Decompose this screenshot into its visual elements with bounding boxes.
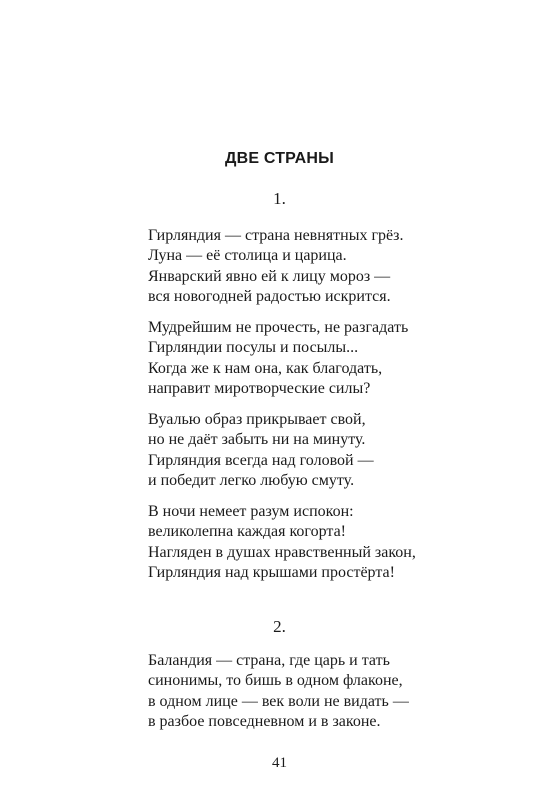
verse-line: Когда же к нам она, как благодать, xyxy=(148,359,383,377)
verse-line: Вуалью образ прикрывает свой, xyxy=(148,411,366,428)
verse-line: Мудрейшим не прочесть, не разгадать xyxy=(148,319,409,336)
verse-line: направит миротворческие силы? xyxy=(148,379,371,397)
part-number-2: 2. xyxy=(273,617,286,636)
part-number-1: 1. xyxy=(273,189,286,208)
page-number: 41 xyxy=(272,755,287,771)
verse-line: Гирляндии посулы и посылы... xyxy=(148,339,359,357)
stanza-3 xyxy=(148,410,548,491)
verse-line: синонимы, то бишь в одном флаконе, xyxy=(148,672,403,690)
stanza-5 xyxy=(148,651,548,732)
stanza-1 xyxy=(148,226,548,307)
verse-line: вся новогодней радостью искрится. xyxy=(148,287,391,305)
verse-line: но не даёт забыть ни на минуту. xyxy=(148,431,366,449)
stanza-2 xyxy=(148,318,548,399)
verse-line: Гирляндия над крышами простёрта! xyxy=(148,563,395,581)
verse-line: в одном лице — век воли не видать — xyxy=(148,692,409,710)
verse-line: В ночи немеет разум испокон: xyxy=(148,503,354,520)
verse-line: великолепна каждая когорта! xyxy=(148,523,346,541)
verse-line: Баландия — страна, где царь и тать xyxy=(148,652,390,669)
verse-line: Гирляндия всегда над головой — xyxy=(148,451,374,469)
verse-line: и победит легко любую смуту. xyxy=(148,471,355,489)
stanza-4 xyxy=(148,502,548,583)
verse-line: Январский явно ей к лицу мороз — xyxy=(148,267,391,285)
verse-line: Нагляден в душах нравственный закон, xyxy=(148,543,416,561)
verse-line: в разбое повседневном и в законе. xyxy=(148,712,381,730)
verse-line: Луна — её столица и царица. xyxy=(148,247,347,265)
verse-line: Гирляндия — страна невнятных грёз. xyxy=(148,227,404,244)
poem-title: ДВЕ СТРАНЫ xyxy=(224,150,335,167)
